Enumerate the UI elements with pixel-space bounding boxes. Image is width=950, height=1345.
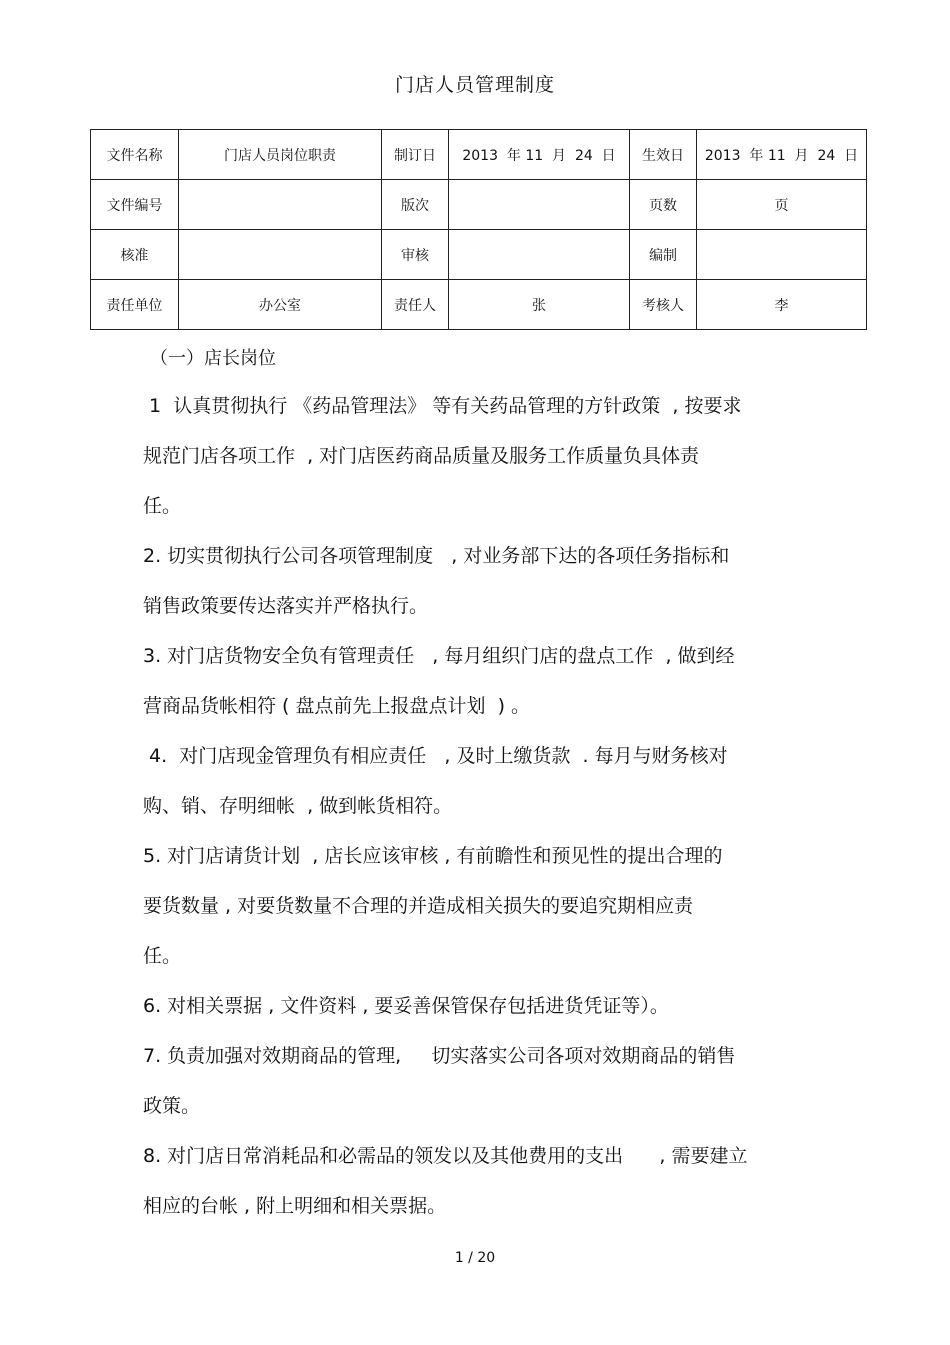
value-version — [449, 180, 630, 230]
value-created-date: 2013 年 11 月 24 日 — [449, 130, 630, 180]
body-line: 任。 — [143, 945, 182, 967]
value-file-number — [179, 180, 382, 230]
label-created-date: 制订日 — [382, 130, 449, 180]
value-responsible-person: 张 — [449, 280, 630, 330]
value-responsible-unit: 办公室 — [179, 280, 382, 330]
value-compiled — [697, 230, 867, 280]
label-effective-date: 生效日 — [630, 130, 697, 180]
body-line: 规范门店各项工作 , 对门店医药商品质量及服务工作质量负具体责 — [143, 445, 700, 467]
value-file-name: 门店人员岗位职责 — [179, 130, 382, 180]
body-line: 3. 对门店货物安全负有管理责任 , 每月组织门店的盘点工作 , 做到经 — [143, 645, 735, 667]
body-line: 营商品货帐相符 ( 盘点前先上报盘点计划 ) 。 — [143, 695, 531, 717]
label-version: 版次 — [382, 180, 449, 230]
label-file-number: 文件编号 — [91, 180, 179, 230]
label-file-name: 文件名称 — [91, 130, 179, 180]
value-review — [449, 230, 630, 280]
body-line: 4. 对门店现金管理负有相应责任 , 及时上缴货款 . 每月与财务核对 — [143, 745, 728, 767]
label-approval: 核准 — [91, 230, 179, 280]
body-line: 销售政策要传达落实并严格执行。 — [143, 595, 429, 617]
table-row-approval — [91, 230, 867, 280]
body-line: 购、销、存明细帐 , 做到帐货相符。 — [143, 795, 453, 817]
label-responsible-unit: 责任单位 — [91, 280, 179, 330]
body-line: 要货数量 , 对要货数量不合理的并造成相关损失的要追究期相应责 — [143, 895, 694, 917]
table-row-file-name — [91, 130, 867, 180]
table-row-responsibility — [91, 280, 867, 330]
body-line: 5. 对门店请货计划 , 店长应该审核 , 有前瞻性和预见性的提出合理的 — [143, 845, 723, 867]
section-heading: （一）店长岗位 — [150, 348, 276, 369]
body-line: 2. 切实贯彻执行公司各项管理制度 , 对业务部下达的各项任务指标和 — [143, 545, 730, 567]
value-assessor: 李 — [697, 280, 867, 330]
body-line: 6. 对相关票据 , 文件资料 , 要妥善保管保存包括进货凭证等）。 — [143, 995, 669, 1017]
value-effective-date: 2013 年 11 月 24 日 — [697, 130, 867, 180]
body-line: 政策。 — [143, 1095, 201, 1117]
value-approval — [179, 230, 382, 280]
label-responsible-person: 责任人 — [382, 280, 449, 330]
body-line: 8. 对门店日常消耗品和必需品的领发以及其他费用的支出 , 需要建立 — [143, 1145, 748, 1167]
page-number: 1 / 20 — [454, 1250, 496, 1266]
label-assessor: 考核人 — [630, 280, 697, 330]
table-row-file-number — [91, 180, 867, 230]
document-title: 门店人员管理制度 — [394, 74, 555, 96]
document-info-table — [90, 129, 867, 330]
section-body — [143, 381, 823, 1231]
label-review: 审核 — [382, 230, 449, 280]
body-line: 7. 负责加强对效期商品的管理, 切实落实公司各项对效期商品的销售 — [143, 1045, 736, 1067]
label-page-count: 页数 — [630, 180, 697, 230]
label-compiled: 编制 — [630, 230, 697, 280]
body-line: 相应的台帐 , 附上明细和相关票据。 — [143, 1195, 447, 1217]
body-line: 1 认真贯彻执行 《药品管理法》 等有关药品管理的方针政策 , 按要求 — [143, 395, 742, 417]
value-page-count: 页 — [697, 180, 867, 230]
body-line: 任。 — [143, 495, 182, 517]
